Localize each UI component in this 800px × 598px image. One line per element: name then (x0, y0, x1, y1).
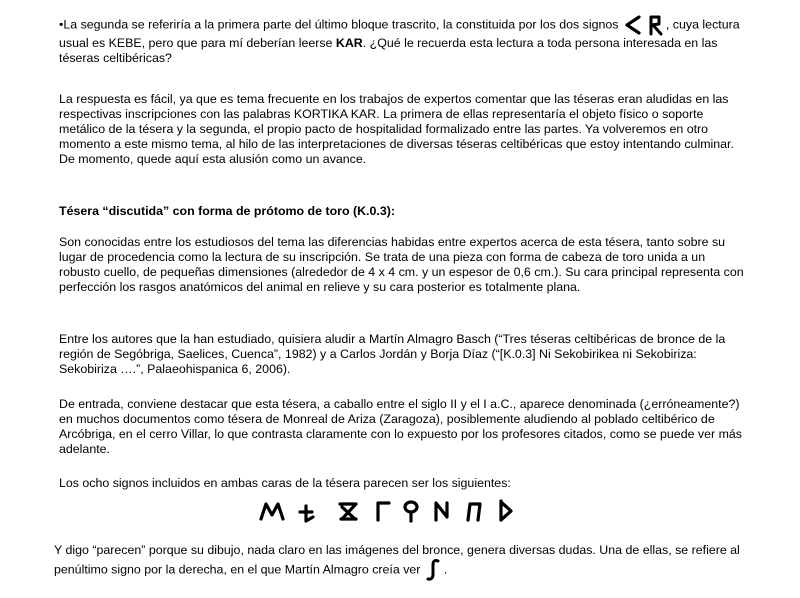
n-sign-icon (436, 503, 447, 520)
s-hook-glyph-icon (424, 558, 444, 582)
paragraph-kortika-kar: La respuesta es fácil, ya que es tema frecuente en los trabajos de expertos comentar que las téseras eran aludidas en las respectivas inscripciones con las palabras KORTIKA KAR. La primera de ellas representaría el objeto físico o soporte metálico de la tésera y la segunda, el propio pacto de hospitalidad formalizado entre las partes. Ya volveremos en otro momento a este mismo tema, al hilo de las interpretaciones de diversas téseras celtibéricas que estoy intentando culminar. De momento, quede aquí esta alusión como un avance. (59, 92, 734, 166)
m-sign-icon (261, 504, 283, 519)
paragraph-dating: De entrada, conviene destacar que esta tésera, a caballo entre el siglo II y el I a.C., aparece denominada (¿erróneamente?) en muchos documentos como tésera de Monreal de Ariza (Zaragoza), posiblemente aludiendo al poblado celtibérico de Arcóbriga, en el cerro Villar, lo que contrasta claramente con lo expuesto por los profesores citados, como se puede ver más adelante. (59, 397, 742, 456)
section-heading: Tésera “discutida” con forma de prótomo de toro (K.0.3): (59, 204, 395, 218)
angle-glyph-icon (622, 14, 644, 36)
ku-sign-icon (340, 504, 356, 519)
paragraph-signs-intro: Los ocho signos incluidos en ambas caras de la tésera parecen ser los siguientes: (59, 476, 511, 490)
bo-sign-icon (501, 501, 511, 520)
paragraph-text: . ¿Qué le recuerda esta lectura a toda persona interesada en las téseras celtibéricas? (59, 36, 718, 65)
paragraph-authors: Entre los autores que la han estudiado, quisiera aludir a Martín Almagro Basch (“Tres téseras celtibéricas de bronce de la región de Segóbriga, Saelices, Cuenca”, 1982) y a Carlos Jordán y Borja Díaz (“[K.0.3] Ni Sekobirikea ni Sekobiriza: Sekobiriza ….”, Palaeohispanica 6, 2006). (59, 332, 726, 376)
paragraph-text: . (443, 562, 448, 577)
paragraph-text: Y digo “parecen” porque su dibujo, nada claro en las imágenes del bronce, genera diversas dudas. Una de ellas, se refiere al penúltimo signo por la derecha, en el que Martín Almagro creía ver (54, 543, 740, 577)
paragraph-text: La segunda se referiría a la primera parte del último bloque trascrito, la constituida por los dos signos (63, 17, 622, 32)
kar-word: KAR (335, 36, 363, 50)
paragraph-doubts (54, 543, 754, 582)
gamma-sign-icon (378, 503, 389, 520)
paragraph-kar (59, 14, 749, 66)
pi-sign-icon (468, 504, 480, 520)
inscription-signs (258, 498, 518, 524)
paragraph-text: , cuya lectura usual es KEBE, pero que para mí deberían leerse (59, 17, 740, 50)
ra-glyph-icon (644, 14, 666, 36)
paragraph-description: Son conocidas entre los estudiosos del tema las diferencias habidas entre expertos acerca de esta tésera, tanto sobre su lugar de procedencia como la lectura de su inscripción. Se trata de una pieza con forma de cabeza de toro unida a un robusto cuello, de pequeñas dimensiones (alrededor de 4 x 4 cm. y un espesor de 0,6 cm.). Su cara principal representa con perfección los rasgos anatómicos del animal en relieve y su cara posterior es totalmente plana. (59, 235, 744, 294)
ri-sign-icon (405, 502, 417, 521)
ta-sign-icon (300, 506, 313, 521)
bullet: • (59, 17, 64, 32)
